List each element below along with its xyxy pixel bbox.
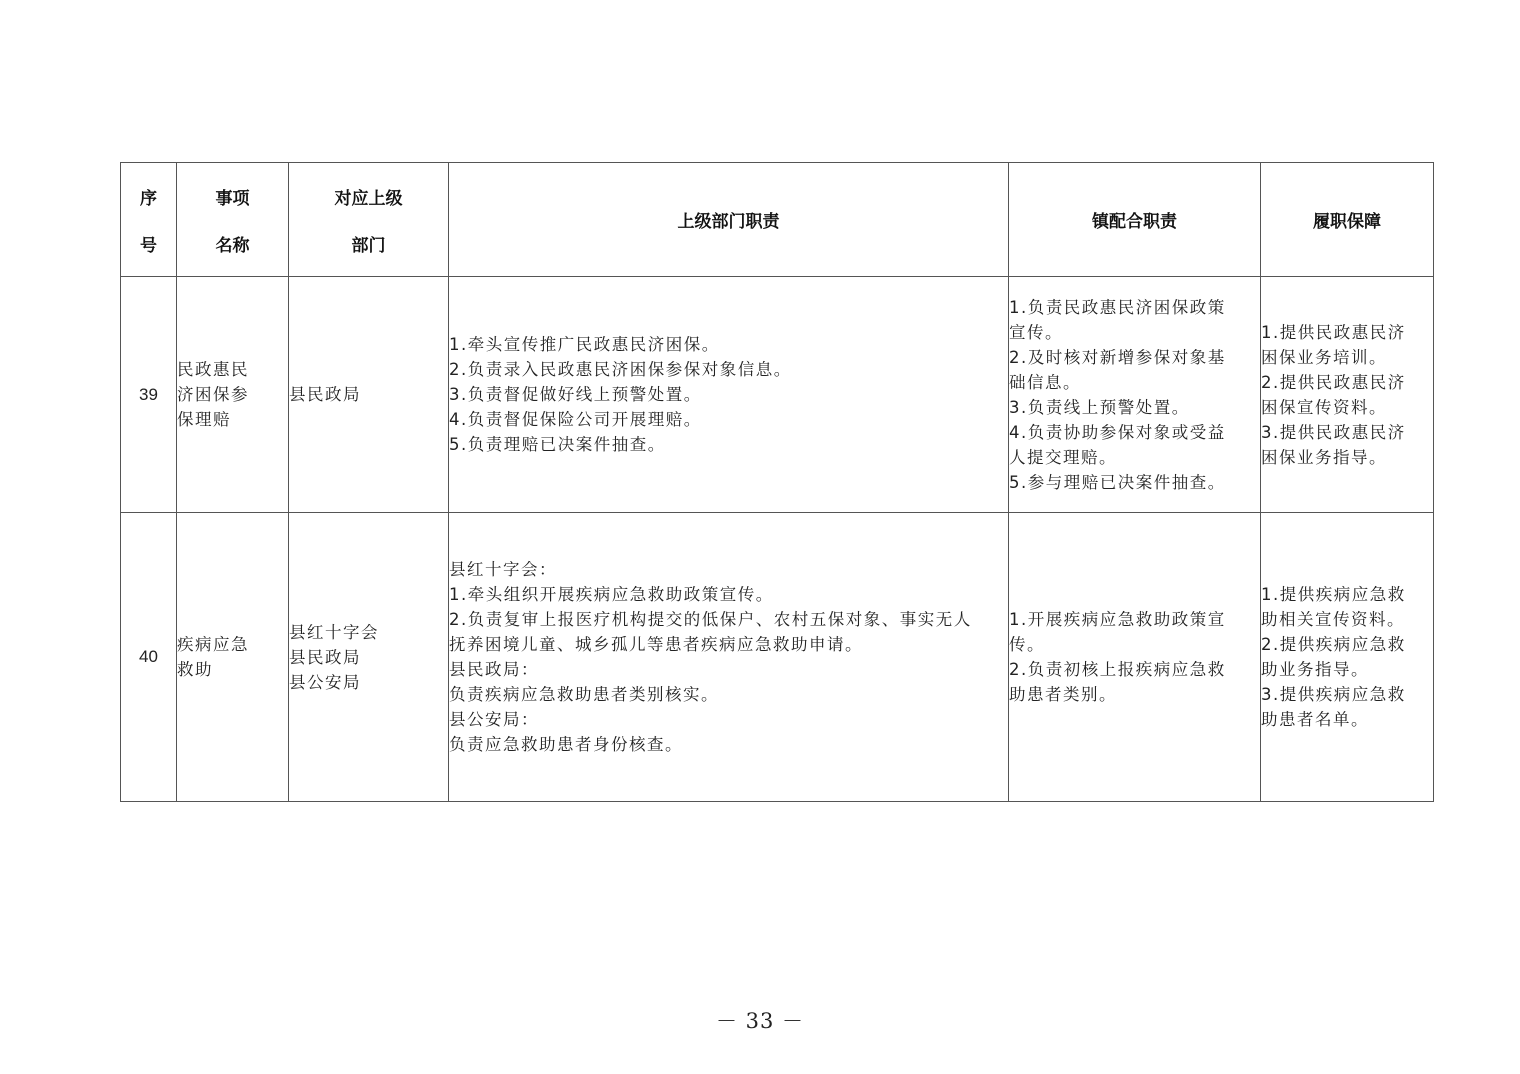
upper-duty-cell: [449, 277, 1009, 513]
town-duty-line: 2.及时核对新增参保对象基: [1009, 347, 1226, 367]
dept-line: 县民政局: [289, 647, 361, 667]
item-name-cell: [177, 277, 289, 513]
guarantee-line: 2.提供疾病应急救: [1261, 635, 1406, 654]
header-item-top: 事项: [215, 188, 250, 209]
guarantee-line: 助患者名单。: [1261, 710, 1369, 729]
header-seq-top: 序: [140, 188, 157, 209]
upper-duty-line: 1.牵头宣传推广民政惠民济困保。: [449, 335, 720, 354]
upper-duty-line: 负责疾病应急救助患者类别核实。: [449, 685, 719, 704]
item-name-line: 救助: [177, 660, 213, 679]
town-duty-cell: [1009, 277, 1261, 513]
header-town-duty: 镇配合职责: [1009, 163, 1261, 277]
guarantee-cell: [1261, 277, 1434, 513]
upper-duty-line: 抚养困境儿童、城乡孤儿等患者疾病应急救助申请。: [449, 635, 863, 654]
guarantee-cell: [1261, 513, 1434, 802]
upper-duty-line: 2.负责录入民政惠民济困保参保对象信息。: [449, 360, 792, 379]
row-number: 39: [121, 277, 177, 513]
dept-line: 县民政局: [289, 385, 361, 404]
header-dept-top: 对应上级: [334, 188, 403, 209]
guarantee-line: 1.提供疾病应急救: [1261, 585, 1406, 604]
guarantee-line: 困保业务指导。: [1261, 447, 1387, 467]
town-duty-line: 1.开展疾病应急救助政策宣: [1009, 610, 1226, 629]
guarantee-line: 3.提供民政惠民济: [1261, 422, 1406, 442]
upper-duty-line: 3.负责督促做好线上预警处置。: [449, 385, 702, 404]
header-upper-dept: [289, 163, 449, 277]
upper-duty-line: 2.负责复审上报医疗机构提交的低保户、农村五保对象、事实无人: [449, 610, 972, 629]
duty-table: [120, 162, 1434, 802]
guarantee-line: 困保宣传资料。: [1261, 397, 1387, 417]
guarantee-line: 助业务指导。: [1261, 660, 1369, 679]
header-seq: [121, 163, 177, 277]
table-row: [121, 277, 1434, 513]
upper-duty-line: 县公安局：: [449, 710, 539, 729]
header-guarantee: 履职保障: [1261, 163, 1434, 277]
town-duty-cell: [1009, 513, 1261, 802]
dept-cell: [289, 513, 449, 802]
header-seq-bottom: 号: [140, 235, 157, 256]
town-duty-line: 3.负责线上预警处置。: [1009, 397, 1190, 417]
town-duty-line: 础信息。: [1009, 372, 1081, 392]
town-duty-line: 2.负责初核上报疾病应急救: [1009, 660, 1226, 679]
town-duty-line: 助患者类别。: [1009, 685, 1117, 704]
guarantee-line: 1.提供民政惠民济: [1261, 322, 1406, 342]
guarantee-line: 3.提供疾病应急救: [1261, 685, 1406, 704]
header-dept-bottom: 部门: [351, 235, 386, 256]
dept-line: 县公安局: [289, 672, 361, 692]
upper-duty-cell: [449, 513, 1009, 802]
town-duty-line: 宣传。: [1009, 322, 1063, 342]
upper-duty-line: 5.负责理赔已决案件抽查。: [449, 435, 666, 454]
item-name-line: 保理赔: [177, 410, 231, 429]
guarantee-line: 困保业务培训。: [1261, 347, 1387, 367]
dept-line: 县红十字会: [289, 622, 379, 642]
header-item-bottom: 名称: [215, 235, 250, 256]
town-duty-line: 传。: [1009, 635, 1045, 654]
town-duty-line: 5.参与理赔已决案件抽查。: [1009, 472, 1226, 492]
dept-cell: [289, 277, 449, 513]
row-number: 40: [121, 513, 177, 802]
page-number: － 33 －: [715, 1009, 805, 1033]
town-duty-line: 人提交理赔。: [1009, 447, 1117, 467]
upper-duty-line: 负责应急救助患者身份核查。: [449, 735, 683, 754]
header-item-name: [177, 163, 289, 277]
header-upper-duty: 上级部门职责: [449, 163, 1009, 277]
guarantee-line: 助相关宣传资料。: [1261, 610, 1405, 629]
table-header-row: [121, 163, 1434, 277]
upper-duty-line: 县红十字会：: [449, 560, 557, 579]
upper-duty-line: 1.牵头组织开展疾病应急救助政策宣传。: [449, 585, 774, 604]
item-name-line: 疾病应急: [177, 635, 249, 654]
town-duty-line: 1.负责民政惠民济困保政策: [1009, 297, 1226, 317]
upper-duty-line: 县民政局：: [449, 660, 539, 679]
upper-duty-line: 4.负责督促保险公司开展理赔。: [449, 410, 702, 429]
guarantee-line: 2.提供民政惠民济: [1261, 372, 1406, 392]
town-duty-line: 4.负责协助参保对象或受益: [1009, 422, 1226, 442]
item-name-cell: [177, 513, 289, 802]
item-name-line: 济困保参: [177, 385, 249, 404]
table-row: [121, 513, 1434, 802]
item-name-line: 民政惠民: [177, 360, 249, 379]
